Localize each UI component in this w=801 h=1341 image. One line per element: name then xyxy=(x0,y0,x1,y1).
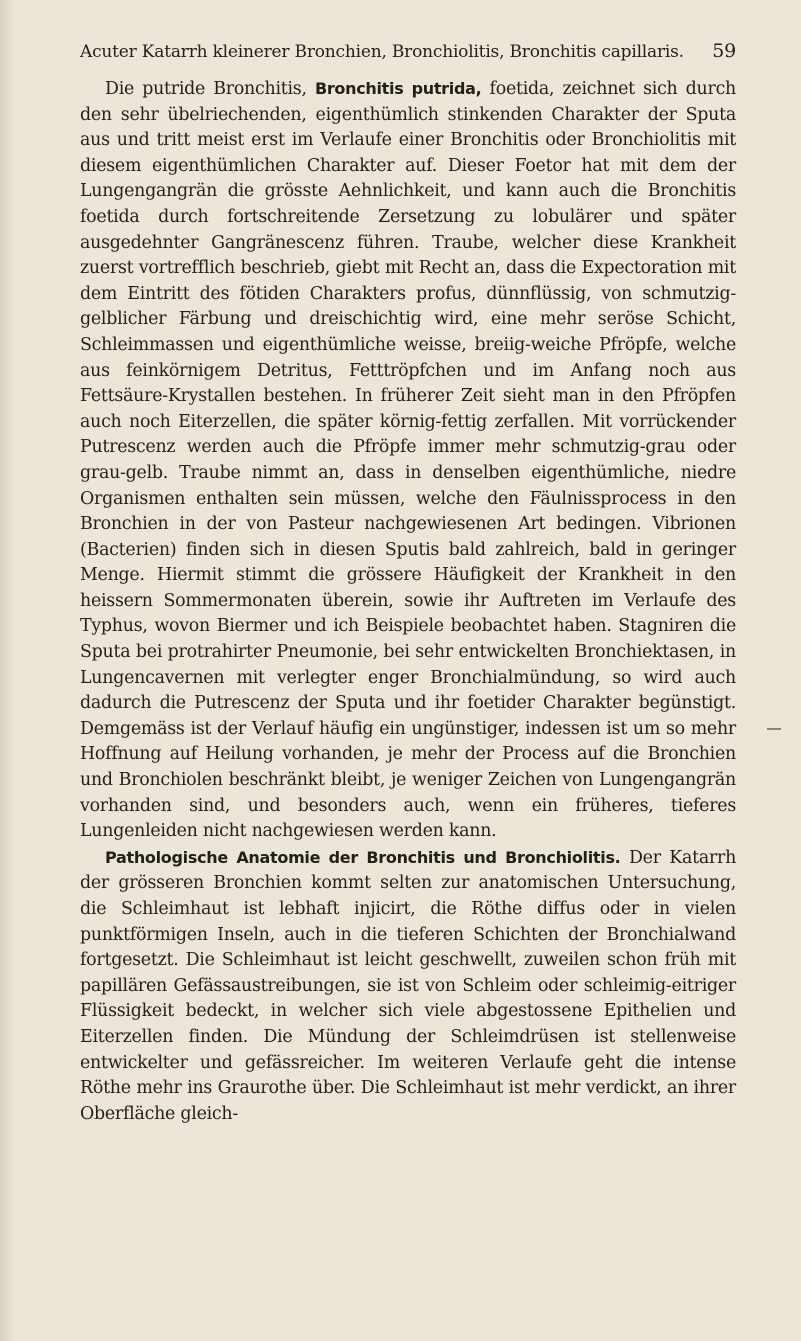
paragraph-text: Der Katarrh der grösseren Bronchien kommt selten zur anatomischen Untersuchung, die Schleimhaut ist lebhaft injicirt, die Röthe diffus oder in vielen punktförmigen Inseln, auch in die tieferen Schichten der Bronchialwand fortgesetzt. Die Schleimhaut ist leicht geschwellt, zuweilen schon früh mit papillären Gefässaustreibungen, sie ist von Schleim oder schleimig-eitriger Flüssigkeit bedeckt, in welcher sich viele abgestossene Epithelien und Eiterzellen finden. Die Mündung der Schleimdrüsen ist stellenweise entwickelter und gefässreicher. Im weiteren Verlaufe geht die intense Röthe mehr ins Graurothe über. Die Schleimhaut ist mehr verdickt, an ihrer Oberfläche gleich- xyxy=(80,847,737,1124)
running-head xyxy=(80,40,736,62)
section-heading: Pathologische Anatomie der Bronchitis und Bronchiolitis. xyxy=(105,847,621,867)
paragraph-lead: Die putride Bronchitis, xyxy=(105,79,307,99)
body-text xyxy=(80,76,736,1127)
page-number: 59 xyxy=(712,40,736,62)
book-page xyxy=(80,40,736,1127)
term-bronchitis-putrida: Bronchitis putrida, xyxy=(314,79,482,98)
paragraph-putrid-bronchitis xyxy=(80,76,736,845)
paragraph-pathological-anatomy xyxy=(80,845,736,1128)
page-gutter-shadow xyxy=(0,0,14,1341)
running-title: Acuter Katarrh kleinerer Bronchien, Bronchiolitis, Bronchitis capillaris. xyxy=(80,42,684,62)
paragraph-text: foetida, zeichnet sich durch den sehr übelriechenden, eigenthümlich stinkenden Charakter der Sputa aus und tritt meist erst im Verlaufe einer Bronchitis oder Bronchiolitis mit diesem eigenthümlichen Charakter auf. Dieser Foetor hat mit dem der Lungengangrän die grösste Aehnlichkeit, und kann auch die Bronchitis foetida durch fortschreitende Zersetzung zu lobulärer und später ausgedehnter Gangränescenz führen. Traube, welcher diese Krankheit zuerst vortrefflich beschrieb, giebt mit Recht an, dass die Expectoration mit dem Eintritt des fötiden Charakters profus, dünnflüssig, von schmutzig-gelblicher Färbung und dreischichtig wird, eine mehr seröse Schicht, Schleimmassen und eigenthümliche weisse, breiig-weiche Pfröpfe, welche aus feinkörnigem Detritus, Fetttröpfchen und im Anfang noch aus Fettsäure-Krystallen bestehen. In früherer Zeit sieht man in den Pfröpfen auch noch Eiterzellen, die später körnig-fettig zerfallen. Mit vorrückender Putrescenz werden auch die Pfröpfe immer mehr schmutzig-grau oder grau-gelb. Traube nimmt an, dass in denselben eigenthümliche, niedre Organismen enthalten sein müssen, welche den Fäulnissprocess in den Bronchien in der von Pasteur nachgewiesenen Art bedingen. Vibrionen (Bacterien) finden sich in diesen Sputis bald zahlreich, bald in geringer Menge. Hiermit stimmt die grössere Häufigkeit der Krankheit in den heissern Sommermonaten überein, sowie ihr Auftreten im Verlaufe des Typhus, wovon Biermer und ich Beispiele beobachtet haben. Stagniren die Sputa bei protrahirter Pneumonie, bei sehr entwickelten Bronchiektasen, in Lungencavernen mit verlegter enger Bronchialmündung, so wird auch dadurch die Putrescenz der Sputa und ihr foetider Charakter begünstigt. Demgemäss ist der Verlauf häufig ein ungünstiger, indessen ist um so mehr Hoffnung auf Heilung vorhanden, je mehr der Process auf die Bronchien und Bronchiolen beschränkt bleibt, je weniger Zeichen von Lungengangrän vorhanden sind, und besonders auch, wenn ein früheres, tieferes Lungenleiden nicht nachgewiesen werden kann. xyxy=(80,79,737,842)
margin-mark xyxy=(767,728,781,730)
